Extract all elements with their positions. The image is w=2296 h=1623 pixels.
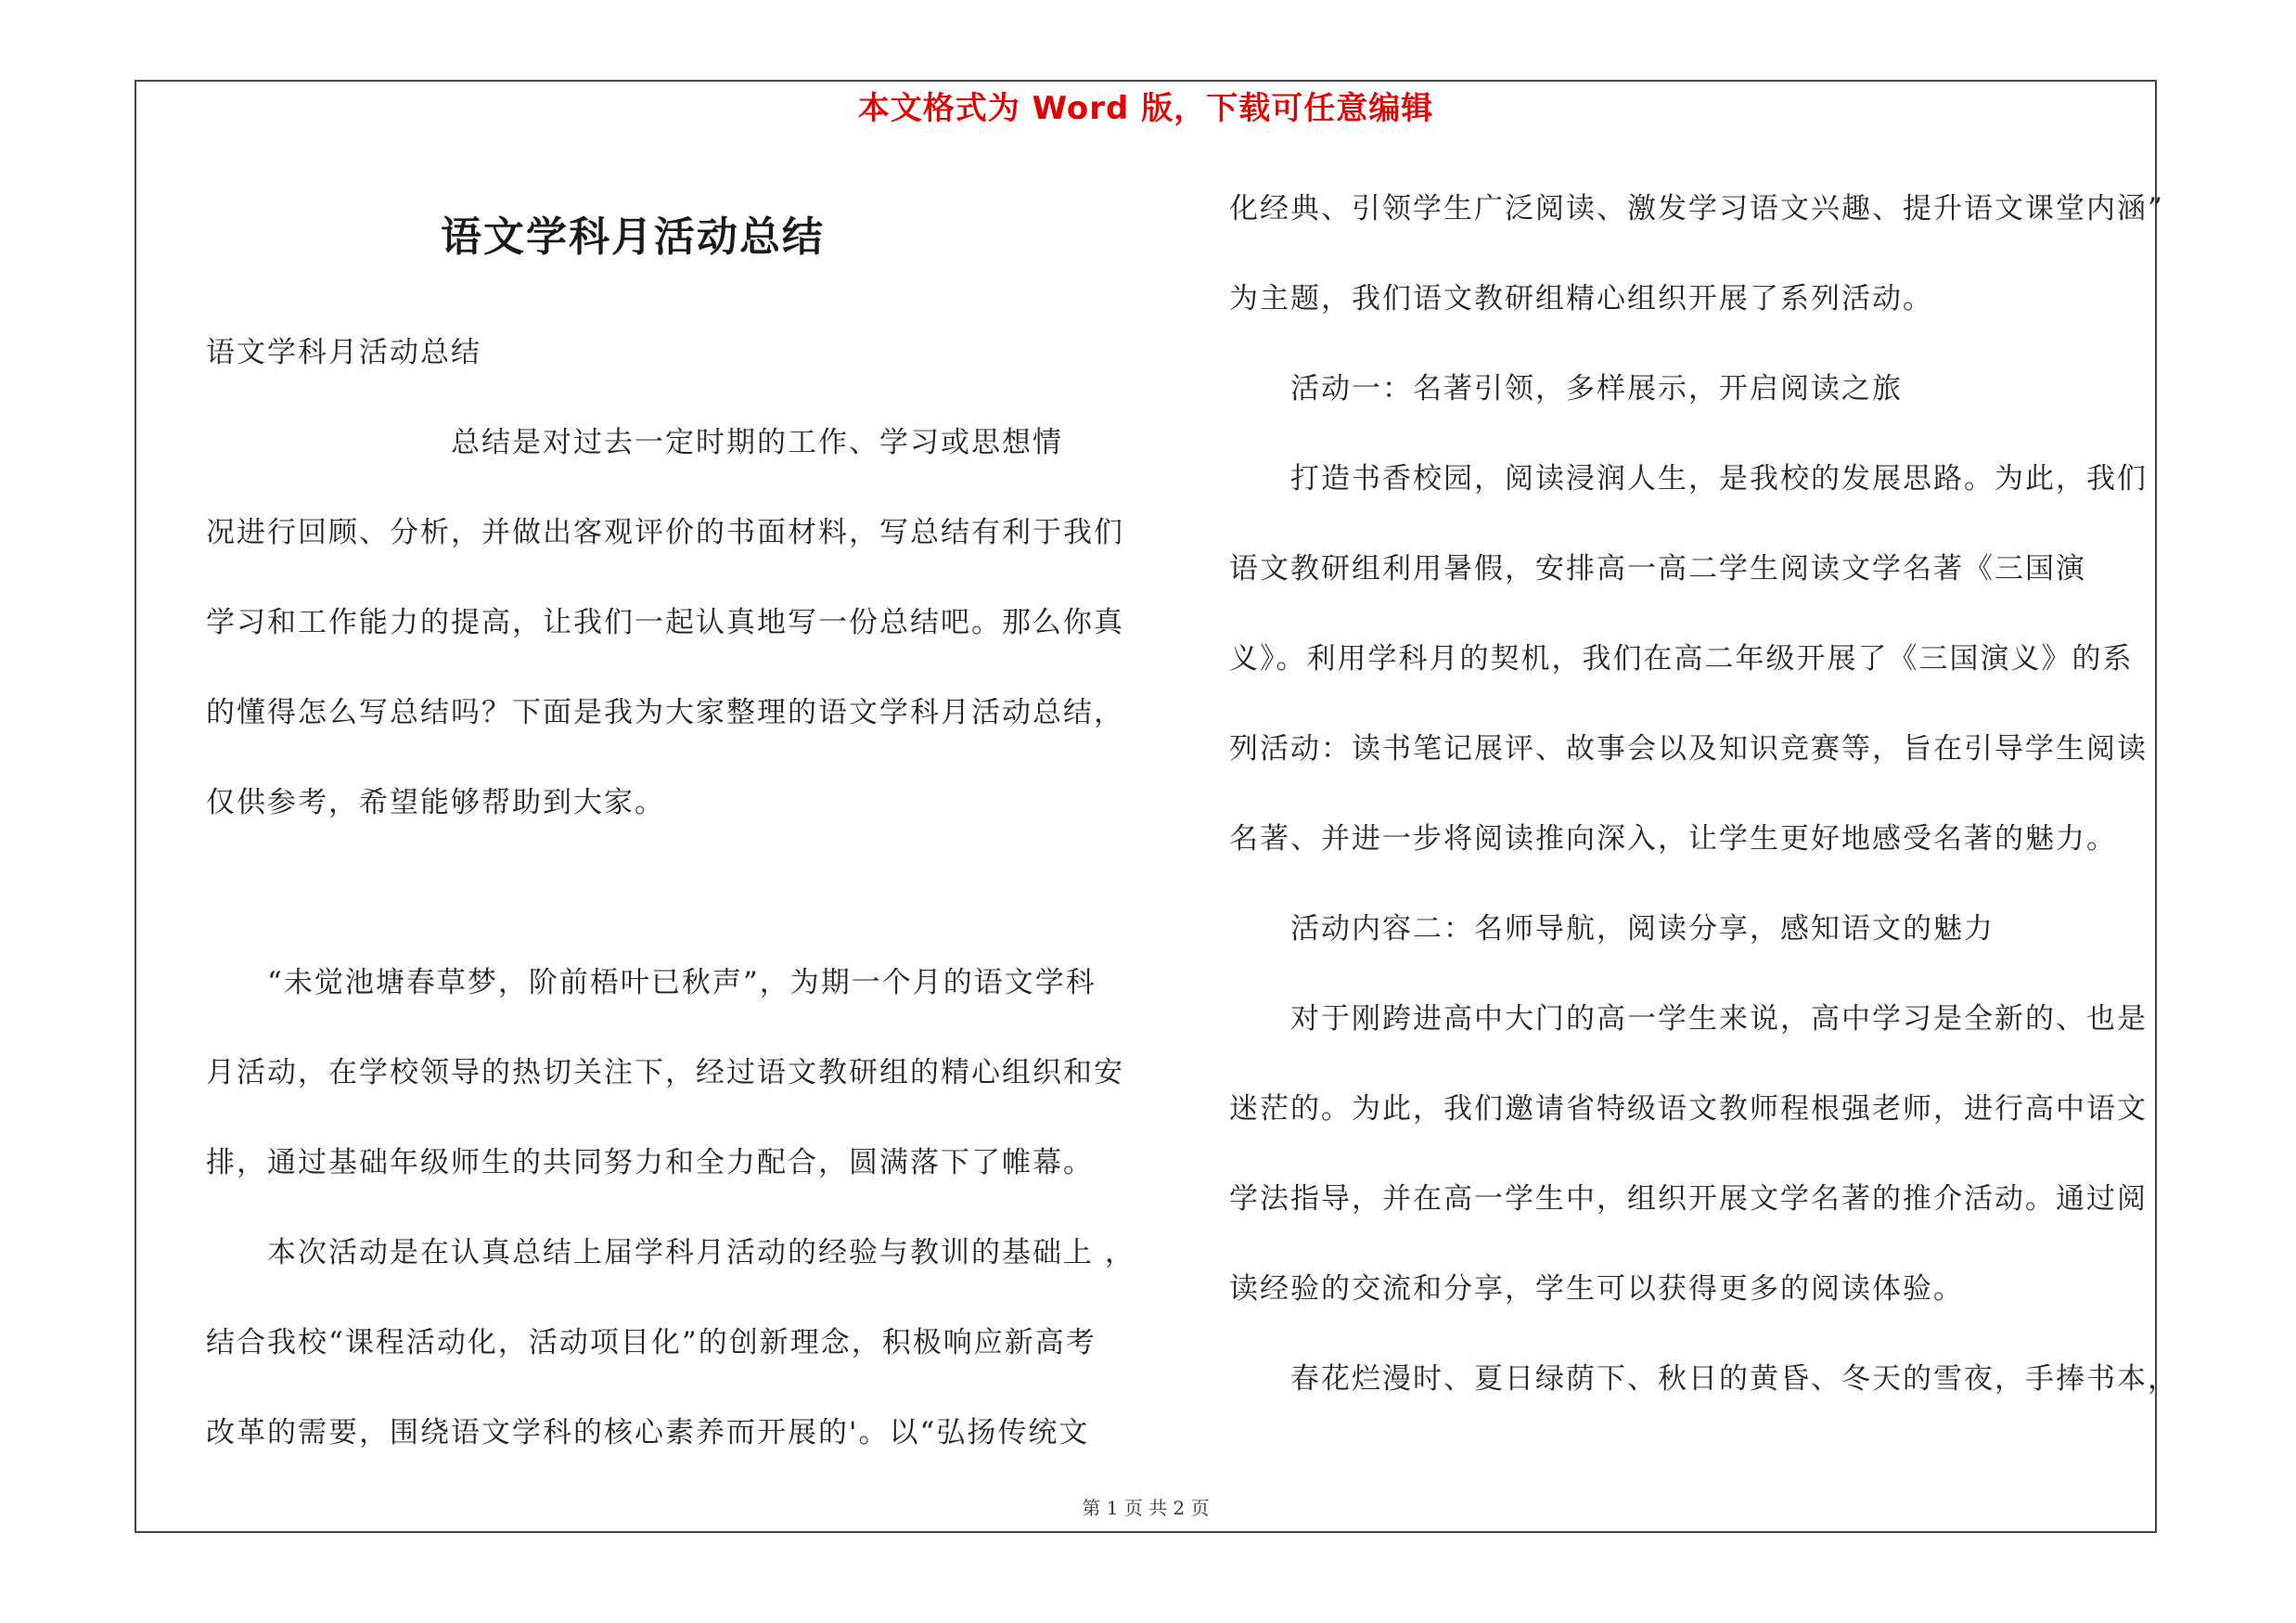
paragraph-line: 义》。利用学科月的契机，我们在高二年级开展了《三国演义》的系: [1229, 642, 2134, 676]
paragraph-line: 打造书香校园，阅读浸润人生，是我校的发展思路。为此，我们: [1229, 462, 2148, 496]
page-number: 第 1 页 共 2 页: [1082, 1497, 1210, 1519]
paragraph-line: 迷茫的。为此，我们邀请省特级语文教师程根强老师，进行高中语文: [1229, 1092, 2148, 1126]
paragraph-line: 学习和工作能力的提高，让我们一起认真地写一份总结吧。那么你真: [206, 606, 1124, 639]
paragraph-line: 春花烂漫时、夏日绿荫下、秋日的黄昏、冬天的雪夜，手捧书本，: [1229, 1362, 2178, 1396]
paragraph-line: 语文教研组利用暑假，安排高一高二学生阅读文学名著《三国演: [1229, 552, 2086, 586]
paragraph-line: 结合我校“课程活动化，活动项目化”的创新理念，积极响应新高考: [206, 1326, 1097, 1359]
paragraph-line: 读经验的交流和分享，学生可以获得更多的阅读体验。: [1229, 1272, 1964, 1306]
paragraph-line: 学法指导，并在高一学生中，组织开展文学名著的推介活动。通过阅: [1229, 1182, 2148, 1216]
paragraph-line: 排，通过基础年级师生的共同努力和全力配合，圆满落下了帷幕。: [206, 1146, 1094, 1179]
paragraph-line: “未觉池塘春草梦，阶前梧叶已秋声”，为期一个月的语文学科: [206, 966, 1097, 999]
paragraph-line: 化经典、引领学生广泛阅读、激发学习语文兴趣、提升语文课堂内涵”: [1229, 192, 2164, 225]
paragraph-line: 本次活动是在认真总结上届学科月活动的经验与教训的基础上 ，: [206, 1236, 1135, 1269]
paragraph-line: 仅供参考，希望能够帮助到大家。: [206, 786, 665, 819]
paragraph-line: 对于刚跨进高中大门的高一学生来说，高中学习是全新的、也是: [1229, 1002, 2148, 1036]
paragraph-line: 的懂得怎么写总结吗？下面是我为大家整理的语文学科月活动总结，: [206, 696, 1124, 729]
paragraph-line: 改革的需要，围绕语文学科的核心素养而开展的'。以“弘扬传统文: [206, 1416, 1090, 1449]
paragraph-line: 月活动，在学校领导的热切关注下，经过语文教研组的精心组织和安: [206, 1056, 1124, 1089]
document-title: 语文学科月活动总结: [441, 213, 825, 261]
paragraph-line: 总结是对过去一定时期的工作、学习或思想情: [206, 426, 1063, 459]
paragraph-line: 为主题，我们语文教研组精心组织开展了系列活动。: [1229, 282, 1933, 316]
paragraph-line: 活动一：名著引领，多样展示，开启阅读之旅: [1229, 372, 1903, 406]
format-banner: 本文格式为 Word 版，下载可任意编辑: [857, 90, 1434, 127]
paragraph-line: 列活动：读书笔记展评、故事会以及知识竞赛等，旨在引导学生阅读: [1229, 732, 2148, 766]
paragraph-line: 名著、并进一步将阅读推向深入，让学生更好地感受名著的魅力。: [1229, 822, 2117, 856]
paragraph-line: 活动内容二：名师导航，阅读分享，感知语文的魅力: [1229, 912, 1995, 946]
paragraph-line: 况进行回顾、分析，并做出客观评价的书面材料，写总结有利于我们: [206, 516, 1124, 549]
paragraph-line: 语文学科月活动总结: [206, 336, 481, 369]
